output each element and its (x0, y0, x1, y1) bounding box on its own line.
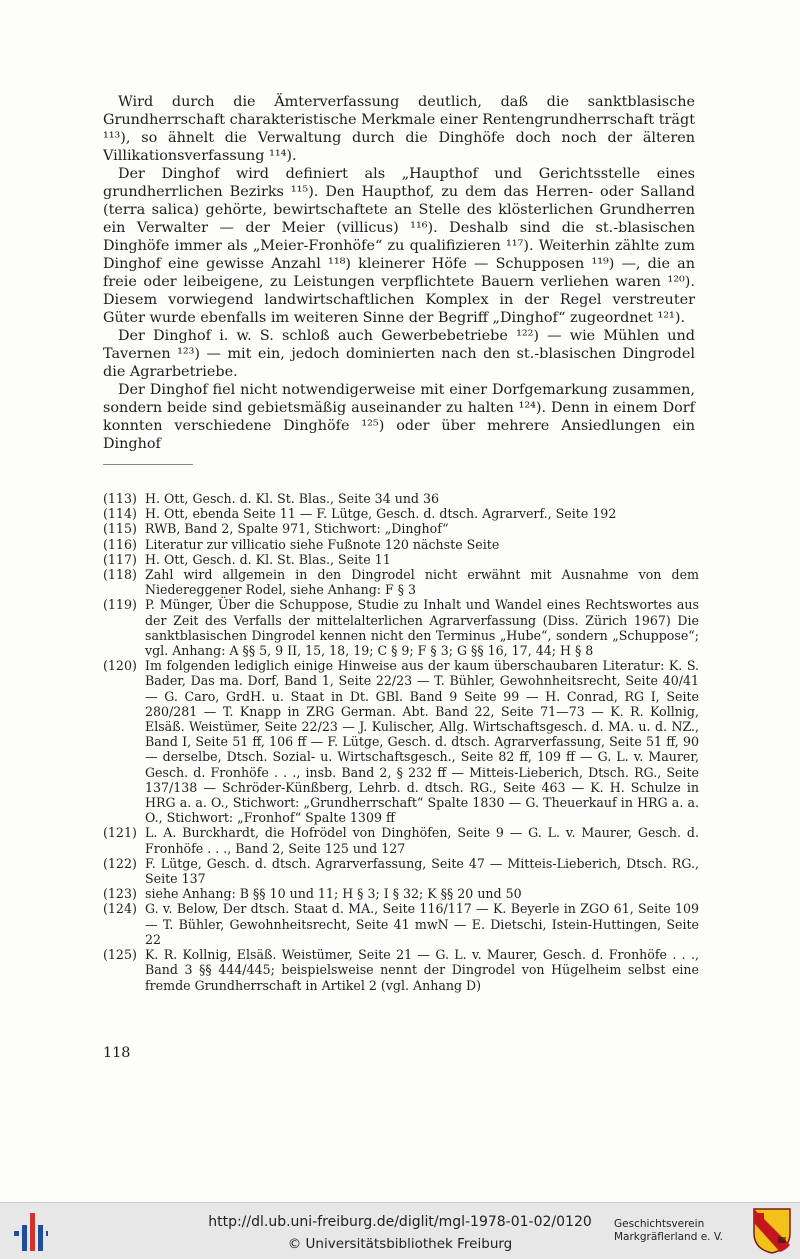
footnote-number: (121) (103, 825, 137, 841)
footnote-text: L. A. Burckhardt, die Hofrödel von Dinghöfen, Seite 9 — G. L. v. Maurer, Gesch. d. Fronhöfe . . ., Band 2, Seite 125 und 127 (145, 825, 699, 856)
footnote (103, 567, 699, 597)
footnote-text: G. v. Below, Der dtsch. Staat d. MA., Seite 116/117 — K. Beyerle in ZGO 61, Seite 109 — T. Bühler, Gewohnheitsrecht, Seite 41 mwN — E. Dietschi, Istein-Huttingen, Seite 22 (145, 901, 699, 947)
footnote-text: P. Münger, Über die Schuppose, Studie zu Inhalt und Wandel eines Rechtswortes aus der Zeit des Verfalls der mittelalterlichen Agrarverfassung (Diss. Zürich 1967) Die sanktblasischen Dingrodel kennen nicht den Terminus „Hube“, sondern „Schuppose“; vgl. Anhang: A §§ 5, 9 II, 15, 18, 19; C § 9; F § 3; G §§ 16, 17, 44; H § 8 (145, 597, 699, 659)
footnote-number: (116) (103, 536, 137, 552)
footnote-number: (117) (103, 551, 137, 567)
footnote (103, 856, 699, 886)
footnote-text: H. Ott, Gesch. d. Kl. St. Blas., Seite 11 (145, 551, 391, 567)
society-name-line: Markgräflerland e. V. (614, 1231, 724, 1243)
footnote-number: (124) (103, 901, 137, 917)
footnote (103, 537, 699, 552)
footnote-number: (119) (103, 597, 137, 613)
footnote-separator (103, 464, 193, 465)
footnote-text: Literatur zur villicatio siehe Fußnote 120 nächste Seite (145, 536, 500, 552)
footnote (103, 947, 699, 993)
footnote (103, 552, 699, 567)
footnotes (103, 491, 699, 993)
footnote-text: F. Lütge, Gesch. d. dtsch. Agrarverfassung, Seite 47 — Mitteis-Lieberich, Dtsch. RG., Seite 137 (145, 855, 699, 887)
footnote (103, 491, 699, 506)
footnote (103, 521, 699, 536)
footnote-text: H. Ott, ebenda Seite 11 — F. Lütge, Gesch. d. dtsch. Agrarverf., Seite 192 (145, 506, 617, 522)
society-name-line: Geschichtsverein (614, 1218, 705, 1230)
footnote-text: Im folgenden lediglich einige Hinweise aus der kaum überschaubaren Literatur: K. S. Bader, Das ma. Dorf, Band 1, Seite 22/23 — T. Bühler, Gewohnheitsrecht, Seite 40/41 — G. Caro, GrdH. u. Staat in Dt. GBl. Band 9 Seite 99 — H. Conrad, RG I, Seite 280/281 — T. Knapp in ZRG German. Abt. Band 22, Seite 71—73 — K. R. Kollnig, Elsäß. Weistümer, Seite 22/23 — J. Kulischer, Allg. Wirtschaftsgesch. d. MA. u. d. NZ., Band I, Seite 51 ff, 106 ff — F. Lütge, Gesch. d. dtsch. Agrarverfassung, Seite 51 ff, 90 — derselbe, Dtsch. Sozial- u. Wirtschaftsgesch., Seite 82 ff, 109 ff — G. L. v. Maurer, Gesch. d. Fronhöfe . . ., insb. Band 2, § 232 ff — Mitteis-Lieberich, Dtsch. RG., Seite 137/138 — Schröder-Künßberg, Lehrb. d. dtsch. RG., Seite 463 — K. H. Schulze in HRG a. a. O., Stichwort: „Grundherrschaft“ Spalte 1830 — G. Theuerkauf in HRG a. a. O., Stichwort: „Fronhof“ Spalte 1309 ff (145, 658, 699, 826)
footnote-text: siehe Anhang: B §§ 10 und 11; H § 3; I § 32; K §§ 20 und 50 (145, 886, 522, 902)
footnote-number: (115) (103, 521, 137, 537)
footnote-text: RWB, Band 2, Spalte 971, Stichwort: „Dinghof“ (145, 521, 449, 537)
paragraph: Der Dinghof i. w. S. schloß auch Gewerbebetriebe ¹²²) — wie Mühlen und Tavernen ¹²³) — mit ein, jedoch dominierten nach den st.-blasischen Dingrodel die Agrarbetriebe. (103, 328, 695, 380)
footnote (103, 597, 699, 658)
footnote-text: H. Ott, Gesch. d. Kl. St. Blas., Seite 34 und 36 (145, 491, 440, 506)
paragraph: Wird durch die Ämterverfassung deutlich, daß die sanktblasische Grundherrschaft charakteristische Merkmale einer Rentengrundherrschaft trägt ¹¹³), so ähnelt die Verwaltung durch die Dinghöfe doch noch der älteren Villikationsverfassung ¹¹⁴). (103, 94, 695, 164)
footnote-number: (118) (103, 567, 137, 583)
footnote-number: (114) (103, 506, 137, 522)
footnote-text: Zahl wird allgemein in den Dingrodel nicht erwähnt mit Ausnahme von dem Niedereggener Rodel, siehe Anhang: F § 3 (145, 567, 699, 598)
viewer-footer (0, 1202, 800, 1259)
footnote-number: (123) (103, 886, 137, 902)
page-number: 118 (103, 1045, 131, 1061)
paragraph: Der Dinghof wird definiert als „Haupthof und Gerichtsstelle eines grundherrlichen Bezirks ¹¹⁵). Den Haupthof, zu dem das Herren- oder Salland (terra salica) gehörte, bewirtschaftete an Stelle des klösterlichen Grundherren ein Verwalter — der Meier (villicus) ¹¹⁶). Deshalb sind die st.-blasischen Dinghöfe immer als „Meier-Fronhöfe“ zu qualifizieren ¹¹⁷). Weiterhin zählte zum Dinghof eine gewisse Anzahl ¹¹⁸) kleinerer Höfe — Schupposen ¹¹⁹) —, die an freie oder leibeigene, zu Leistungen verpflichtete Bauern verliehen waren ¹²⁰). Diesem vorwiegend landwirtschaftlichen Komplex in der Regel verstreuter Güter wurde ebenfalls im weiteren Sinne der Begriff „Dinghof“ zugeordnet ¹²¹). (103, 166, 695, 326)
footnote (103, 825, 699, 855)
footnote-number: (122) (103, 855, 137, 871)
copyright-text: © Universitätsbibliothek Freiburg (287, 1236, 513, 1252)
society-name (614, 1218, 754, 1244)
body-text (103, 93, 695, 453)
society-crest-icon[interactable] (752, 1207, 792, 1255)
footnote (103, 901, 699, 947)
footnote-number: (120) (103, 658, 137, 674)
footnote (103, 658, 699, 825)
document-url-link[interactable]: http://dl.ub.uni-freiburg.de/diglit/mgl-1978-01-02/0120 (208, 1214, 592, 1230)
footnote-text: K. R. Kollnig, Elsäß. Weistümer, Seite 21 — G. L. v. Maurer, Gesch. d. Fronhöfe . . ., Band 3 §§ 444/445; beispielsweise nennt der Dingrodel von Hügelheim selbst eine fremde Grundherrschaft in Artikel 2 (vgl. Anhang D) (145, 947, 699, 993)
footnote-number: (125) (103, 947, 137, 963)
footnote-number: (113) (103, 491, 137, 506)
paragraph: Der Dinghof fiel nicht notwendigerweise mit einer Dorfgemarkung zusammen, sondern beide sind gebietsmäßig auseinander zu halten ¹²⁴). Denn in einem Dorf konnten verschiedene Dinghöfe ¹²⁵) oder über mehrere Ansiedlungen ein Dinghof (103, 382, 695, 452)
footnote (103, 886, 699, 901)
footnote (103, 506, 699, 521)
